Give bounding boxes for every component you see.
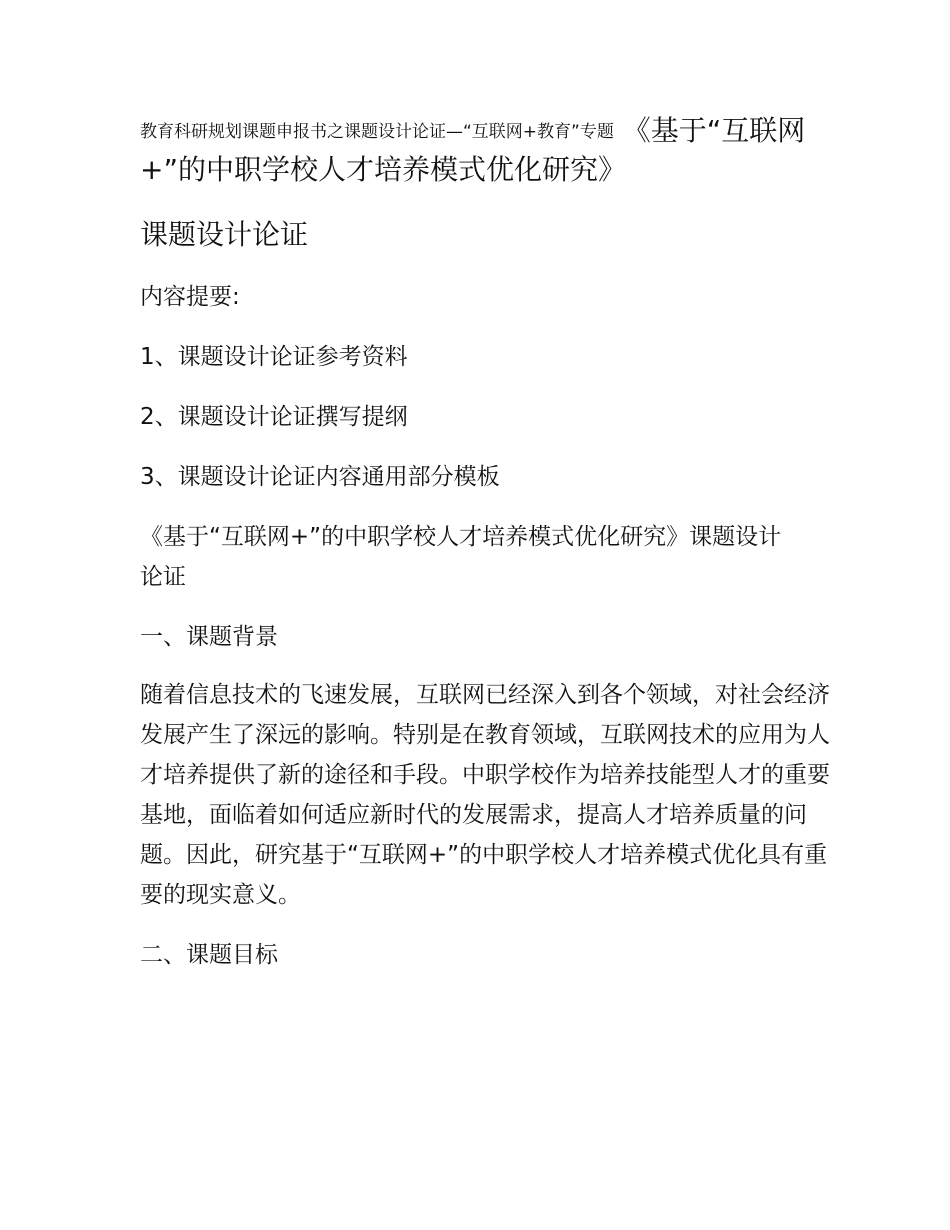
title-prefix: 教育科研规划课题申报书之课题设计论证—“互联网+教育”专题 [140, 122, 614, 142]
summary-item: 3、课题设计论证内容通用部分模板 [140, 464, 500, 490]
summary-label: 内容提要: [140, 284, 240, 310]
section-2-heading: 二、课题目标 [140, 942, 278, 968]
summary-item: 2、课题设计论证撰写提纲 [140, 404, 408, 430]
document-page [140, 112, 840, 975]
document-title [140, 112, 820, 189]
section-1-heading: 一、课题背景 [140, 624, 278, 650]
sub-title: 《基于“互联网+”的中职学校人才培养模式优化研究》课题设计论证 [140, 524, 782, 590]
section-1-body: 随着信息技术的飞速发展，互联网已经深入到各个领域，对社会经济发展产生了深远的影响。特别是在教育领域，互联网技术的应用为人才培养提供了新的途径和手段。中职学校作为培养技能型人才的重要基地，面临着如何适应新时代的发展需求，提高人才培养质量的问题。因此，研究基于“互联网+”的中职学校人才培养模式优化具有重要的现实意义。 [140, 682, 830, 908]
summary-item: 1、课题设计论证参考资料 [140, 344, 408, 370]
title-main: 《基于“互联网+”的中职学校人才培养模式优化研究》 [140, 114, 806, 186]
section-heading: 课题设计论证 [140, 218, 309, 251]
